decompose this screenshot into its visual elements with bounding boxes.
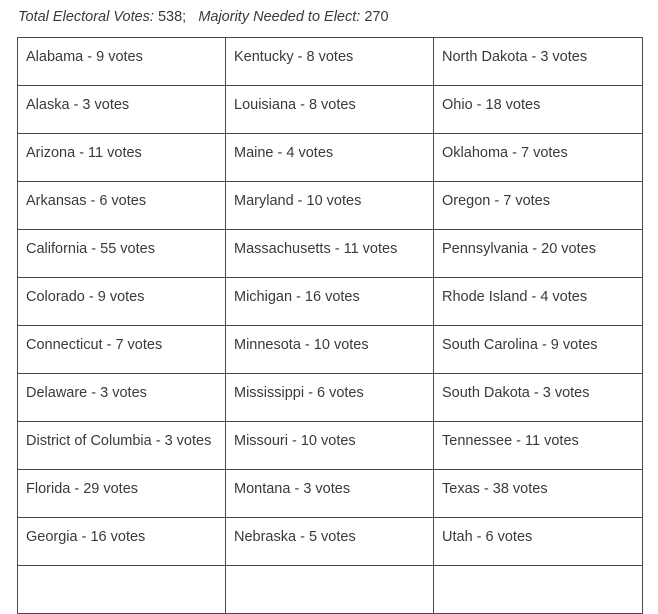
table-cell: California - 55 votes [18, 230, 226, 278]
table-cell: Utah - 6 votes [434, 518, 643, 566]
electoral-votes-table [17, 37, 643, 614]
table-cell: Missouri - 10 votes [226, 422, 434, 470]
table-row [18, 470, 643, 518]
table-cell [434, 566, 643, 614]
total-votes-value: 538; [157, 9, 187, 25]
table-cell: Connecticut - 7 votes [18, 326, 226, 374]
table-cell: South Dakota - 3 votes [434, 374, 643, 422]
total-votes-label: Total Electoral Votes: [18, 9, 154, 25]
table-cell: Florida - 29 votes [18, 470, 226, 518]
table-cell: Rhode Island - 4 votes [434, 278, 643, 326]
majority-value: 270 [364, 9, 389, 25]
table-cell: Michigan - 16 votes [226, 278, 434, 326]
table-cell: Arkansas - 6 votes [18, 182, 226, 230]
table-cell [18, 566, 226, 614]
table-cell: Pennsylvania - 20 votes [434, 230, 643, 278]
table-cell: South Carolina - 9 votes [434, 326, 643, 374]
table-cell: District of Columbia - 3 votes [18, 422, 226, 470]
table-cell: Kentucky - 8 votes [226, 38, 434, 86]
table-cell: Ohio - 18 votes [434, 86, 643, 134]
table-body [18, 38, 643, 614]
table-cell: Texas - 38 votes [434, 470, 643, 518]
table-cell: Louisiana - 8 votes [226, 86, 434, 134]
table-cell: Massachusetts - 11 votes [226, 230, 434, 278]
table-row [18, 230, 643, 278]
table-row [18, 278, 643, 326]
table-row [18, 374, 643, 422]
table-row [18, 38, 643, 86]
table-cell: Delaware - 3 votes [18, 374, 226, 422]
table-cell: Montana - 3 votes [226, 470, 434, 518]
table-row [18, 86, 643, 134]
table-cell: Georgia - 16 votes [18, 518, 226, 566]
table-row [18, 134, 643, 182]
table-cell: Tennessee - 11 votes [434, 422, 643, 470]
electoral-summary [18, 7, 389, 27]
table-cell: Nebraska - 5 votes [226, 518, 434, 566]
table-cell: Mississippi - 6 votes [226, 374, 434, 422]
table-row [18, 422, 643, 470]
table-cell: North Dakota - 3 votes [434, 38, 643, 86]
table-cell: Minnesota - 10 votes [226, 326, 434, 374]
table-cell: Colorado - 9 votes [18, 278, 226, 326]
table-row [18, 326, 643, 374]
table-cell: Arizona - 11 votes [18, 134, 226, 182]
table-cell: Maryland - 10 votes [226, 182, 434, 230]
table-cell: Alaska - 3 votes [18, 86, 226, 134]
table-cell: Oregon - 7 votes [434, 182, 643, 230]
table-row [18, 182, 643, 230]
table-cell: Alabama - 9 votes [18, 38, 226, 86]
table-cell: Maine - 4 votes [226, 134, 434, 182]
table-row [18, 566, 643, 614]
table-row [18, 518, 643, 566]
table-cell: Oklahoma - 7 votes [434, 134, 643, 182]
table-cell [226, 566, 434, 614]
majority-label: Majority Needed to Elect: [198, 9, 361, 25]
